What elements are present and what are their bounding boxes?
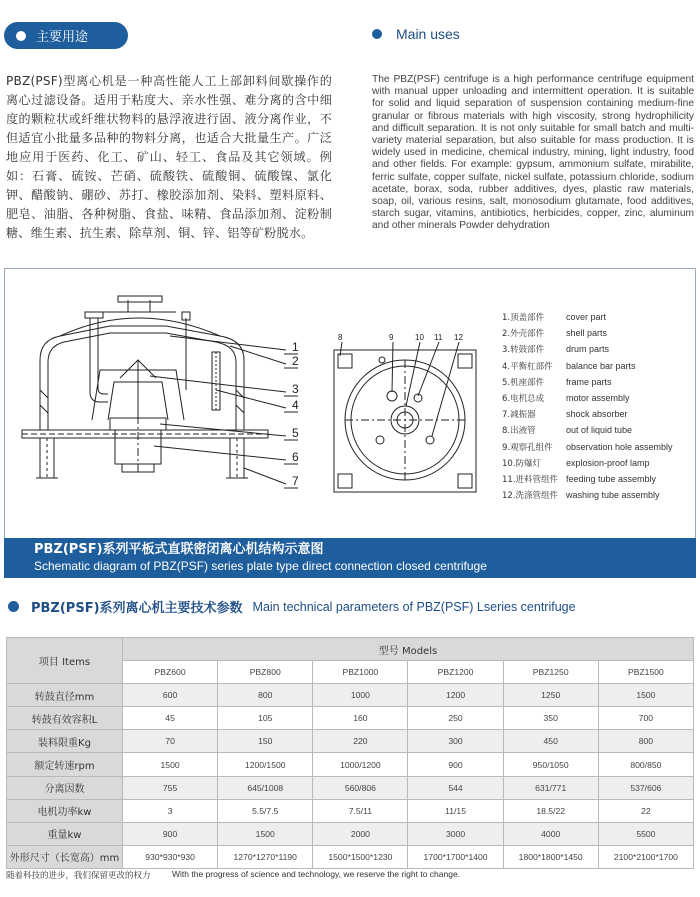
value-cell: 1250 (503, 684, 598, 707)
value-cell: 350 (503, 707, 598, 730)
legend-item (502, 325, 692, 341)
legend-item-cn: 4.平衡杠部件 (502, 361, 553, 372)
callout-6: 6 (292, 450, 299, 464)
legend-item-en: motor assembly (566, 393, 630, 404)
model-name-cell: PBZ1000 (313, 661, 408, 684)
value-cell: 45 (123, 707, 218, 730)
table-row (7, 753, 694, 776)
callout-7: 7 (292, 474, 299, 488)
value-cell: 544 (408, 776, 503, 799)
legend-item-cn: 10.防爆灯 (502, 458, 542, 469)
legend-item-cn: 8.出液管 (502, 426, 536, 437)
item-header: 项目 Items (7, 638, 123, 684)
legend-item-en: observation hole assembly (566, 441, 673, 452)
parts-legend (502, 309, 692, 503)
params-title-cn: PBZ(PSF)系列离心机主要技术参数 (31, 601, 243, 616)
value-cell: 3000 (408, 822, 503, 845)
callout-5: 5 (292, 426, 299, 440)
legend-item-cn: 12.洗涤管组件 (502, 491, 559, 502)
legend-item (502, 358, 692, 374)
value-cell: 1000 (313, 684, 408, 707)
main-uses-title-cn: 主要用途 (36, 30, 89, 45)
callout-12: 12 (454, 333, 463, 342)
legend-item-en: cover part (566, 312, 607, 323)
footer-note-en: With the progress of science and technology, we reserve the right to change. (172, 869, 461, 879)
value-cell: 800/850 (598, 753, 693, 776)
row-label-cell: 额定转速rpm (7, 753, 123, 776)
value-cell: 900 (408, 753, 503, 776)
value-cell: 300 (408, 730, 503, 753)
footer-note-cn: 随着科技的进步，我们保留更改的权力 (6, 871, 151, 881)
bullet-dot-icon (8, 601, 19, 612)
table-row (7, 822, 694, 845)
value-cell: 537/606 (598, 776, 693, 799)
row-label-cell: 重量kw (7, 822, 123, 845)
value-cell: 1500 (123, 753, 218, 776)
callout-11: 11 (434, 333, 443, 342)
value-cell: 7.5/11 (313, 799, 408, 822)
table-row (7, 730, 694, 753)
legend-item-en: balance bar parts (566, 360, 636, 371)
value-cell: 1200 (408, 684, 503, 707)
value-cell: 755 (123, 776, 218, 799)
row-label-cell: 转鼓直径mm (7, 684, 123, 707)
legend-item-en: drum parts (566, 344, 610, 355)
row-label-cell: 装料限重Kg (7, 730, 123, 753)
legend-item-en: shell parts (566, 328, 608, 339)
legend-item-en: out of liquid tube (566, 425, 633, 436)
model-name-cell: PBZ1250 (503, 661, 598, 684)
value-cell: 1270*1270*1190 (218, 845, 313, 868)
value-cell: 22 (598, 799, 693, 822)
model-name-cell: PBZ800 (218, 661, 313, 684)
value-cell: 645/1008 (218, 776, 313, 799)
value-cell: 18.5/22 (503, 799, 598, 822)
legend-item (502, 422, 692, 438)
legend-item (502, 455, 692, 471)
diagram-caption-cn: PBZ(PSF)系列平板式直联密闭离心机结构示意图 (34, 542, 324, 557)
value-cell: 560/806 (313, 776, 408, 799)
main-uses-text-en: The PBZ(PSF) centrifuge is a high performance centrifuge equipment with manual upper unloading and intermittent operation. It is suitable for solid and liquid separation of suspension containing medium-fine granular or fibrous materials with high viscosity, strong hydrophilicity and difficult separation. It is not only suitable for small batch and multi-variety material separation, but also suitable for mass production. It is widely used in medicine, chemical industry, mining, light industry, food and other fields. For example: gypsum, ammonium sulfate, mirabilite, ferric sulfate, copper sulfate, nickel sulfate, potassium chloride, sodium acetate, borax, soda, rubber additives, dyes, plastic raw materials, soap, oil, various resins, salt, monosodium glutamate, food additives, starch sugar, vitamins, antibiotics, herbicides, copper, zinc, aluminum and other minerals Powder dehydration (372, 74, 694, 232)
value-cell: 3 (123, 799, 218, 822)
model-name-cell: PBZ1500 (598, 661, 693, 684)
legend-item (502, 439, 692, 455)
value-cell: 800 (598, 730, 693, 753)
value-cell: 11/15 (408, 799, 503, 822)
value-cell: 631/771 (503, 776, 598, 799)
value-cell: 5.5/7.5 (218, 799, 313, 822)
value-cell: 1500 (218, 822, 313, 845)
callout-8: 8 (338, 333, 343, 342)
value-cell: 250 (408, 707, 503, 730)
value-cell: 220 (313, 730, 408, 753)
table-row (7, 776, 694, 799)
legend-item-cn: 2.外壳部件 (502, 329, 545, 340)
params-heading (8, 597, 576, 616)
params-table (6, 637, 694, 869)
legend-item-cn: 1.顶盖部件 (502, 313, 545, 324)
legend-item-en: frame parts (566, 376, 612, 387)
legend-item-cn: 7.减振器 (502, 410, 536, 421)
row-label-cell: 电机功率kw (7, 799, 123, 822)
params-title-en: Main technical parameters of PBZ(PSF) Lseries centrifuge (252, 599, 576, 614)
callout-2: 2 (292, 354, 299, 368)
value-cell: 800 (218, 684, 313, 707)
value-cell: 2100*2100*1700 (598, 845, 693, 868)
legend-item (502, 309, 692, 325)
table-row (7, 799, 694, 822)
legend-item (502, 406, 692, 422)
value-cell: 150 (218, 730, 313, 753)
table-row (7, 707, 694, 730)
row-label-cell: 转鼓有效容积L (7, 707, 123, 730)
callout-4: 4 (292, 398, 299, 412)
value-cell: 160 (313, 707, 408, 730)
value-cell: 105 (218, 707, 313, 730)
legend-item-cn: 5.机座部件 (502, 377, 545, 388)
row-label-cell: 分离因数 (7, 776, 123, 799)
legend-item (502, 390, 692, 406)
value-cell: 2000 (313, 822, 408, 845)
legend-item (502, 487, 692, 503)
value-cell: 4000 (503, 822, 598, 845)
value-cell: 1200/1500 (218, 753, 313, 776)
callout-9: 9 (389, 333, 394, 342)
value-cell: 600 (123, 684, 218, 707)
legend-item-en: washing tube assembly (566, 490, 660, 501)
callout-3: 3 (292, 382, 299, 396)
legend-item-cn: 3.转鼓部件 (502, 345, 545, 356)
value-cell: 1500*1500*1230 (313, 845, 408, 868)
value-cell: 5500 (598, 822, 693, 845)
legend-item-en: feeding tube assembly (566, 473, 657, 484)
value-cell: 700 (598, 707, 693, 730)
table-row (7, 845, 694, 868)
legend-item-cn: 11.进料管组件 (502, 474, 559, 485)
main-uses-title-en: Main uses (396, 26, 460, 42)
value-cell: 1700*1700*1400 (408, 845, 503, 868)
value-cell: 930*930*930 (123, 845, 218, 868)
diagram-caption-en: Schematic diagram of PBZ(PSF) series plate type direct connection closed centrifuge (34, 559, 487, 573)
row-label-cell: 外形尺寸（长宽高）mm (7, 845, 123, 868)
model-name-cell: PBZ600 (123, 661, 218, 684)
legend-item-cn: 9.观察孔组件 (502, 442, 553, 453)
legend-item (502, 374, 692, 390)
value-cell: 1500 (598, 684, 693, 707)
legend-item-en: shock absorber (566, 409, 628, 420)
value-cell: 900 (123, 822, 218, 845)
value-cell: 950/1050 (503, 753, 598, 776)
legend-item (502, 471, 692, 487)
value-cell: 1800*1800*1450 (503, 845, 598, 868)
legend-item (502, 341, 692, 357)
value-cell: 450 (503, 730, 598, 753)
diagram-caption-bar (4, 538, 696, 578)
legend-item-cn: 6.电机总成 (502, 394, 545, 405)
main-uses-text-cn: PBZ(PSF)型离心机是一种高性能人工上部卸料间歇操作的离心过滤设备。适用于粘度大、亲水性强、难分离的含中细度的颗粒状或纤维状物料的悬浮液进行固、液分离作业，不但适宜小批量多品种的物料分离，也适合大批量生产。广泛地应用于医药、化工、矿山、轻工、食品及其它领域。例如：石膏、硫铵、芒硝、硫酸铁、硫酸铜、硫酸镍、氯化钾、醋酸钠、硼砂、苏打、橡胶添加剂、染料、塑料原料、肥皂、油脂、各种树脂、食盐、味精、食品添加剂、淀粉制糖、维生素、抗生素、除草剂、铜、锌、铝等矿粉脱水。 (6, 74, 332, 240)
table-row (7, 684, 694, 707)
callout-1: 1 (292, 340, 299, 354)
model-name-cell: PBZ1200 (408, 661, 503, 684)
value-cell: 1000/1200 (313, 753, 408, 776)
models-header: 型号 Models (123, 638, 694, 661)
callout-10: 10 (415, 333, 424, 342)
value-cell: 70 (123, 730, 218, 753)
legend-item-en: explosion-proof lamp (566, 457, 650, 468)
